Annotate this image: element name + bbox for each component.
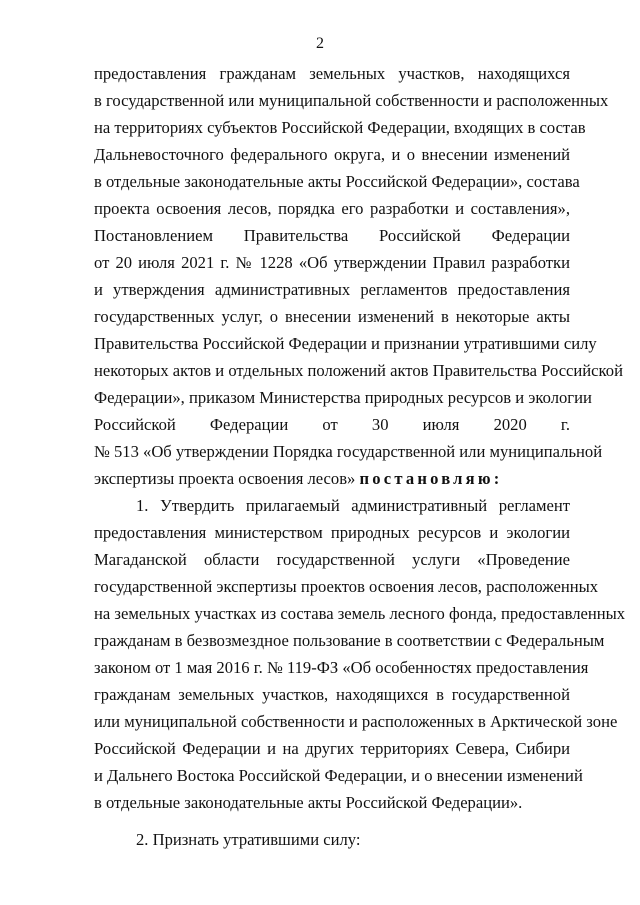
item1-line: гражданам в безвозмездное пользование в соответствии с Федеральным — [94, 631, 605, 650]
item1-line: Российской Федерации и на других территориях Севера, Сибири — [94, 739, 570, 758]
item1-line: законом от 1 мая 2016 г. № 119-ФЗ «Об особенностях предоставления — [94, 658, 589, 677]
decree-line-text: экспертизы проекта освоения лесов» — [94, 469, 356, 488]
body-line: некоторых актов и отдельных положений актов Правительства Российской — [94, 361, 623, 380]
body-line: и утверждения административных регламентов предоставления — [94, 280, 570, 299]
item1-line: или муниципальной собственности и расположенных в Арктической зоне — [94, 712, 618, 731]
body-line: предоставления гражданам земельных участков, находящихся — [94, 64, 570, 83]
item1-line: и Дальнего Востока Российской Федерации, и о внесении изменений — [94, 766, 583, 785]
item1-line: в отдельные законодательные акты Российской Федерации». — [94, 793, 523, 812]
body-line: в государственной или муниципальной собственности и расположенных — [94, 91, 609, 110]
item1-line: Магаданской области государственной услуги «Проведение — [94, 550, 570, 569]
page-number: 2 — [316, 35, 324, 52]
body-line: Правительства Российской Федерации и признании утратившими силу — [94, 334, 597, 353]
body-line: государственных услуг, о внесении изменений в некоторые акты — [94, 307, 570, 326]
body-line: Дальневосточного федерального округа, и о внесении изменений — [94, 145, 570, 164]
body-line: Постановлением Правительства Российской Федерации — [94, 226, 570, 245]
body-line: в отдельные законодательные акты Российской Федерации», состава — [94, 172, 580, 191]
item2-line: 2. Признать утратившими силу: — [136, 830, 361, 849]
item1-line: 1. Утвердить прилагаемый административный регламент — [136, 496, 570, 515]
body-line: проекта освоения лесов, порядка его разработки и составления», — [94, 199, 570, 218]
decree-word: постановляю: — [359, 469, 503, 488]
body-line: на территориях субъектов Российской Федерации, входящих в состав — [94, 118, 586, 137]
body-line: Российской Федерации от 30 июля 2020 г. — [94, 415, 570, 434]
body-line: № 513 «Об утверждении Порядка государственной или муниципальной — [94, 442, 603, 461]
item1-line: на земельных участках из состава земель лесного фонда, предоставленных — [94, 604, 626, 623]
item1-line: предоставления министерством природных ресурсов и экологии — [94, 523, 570, 542]
body-line: от 20 июля 2021 г. № 1228 «Об утверждении Правил разработки — [94, 253, 570, 272]
body-line: Федерации», приказом Министерства природных ресурсов и экологии — [94, 388, 592, 407]
item1-line: государственной экспертизы проектов освоения лесов, расположенных — [94, 577, 599, 596]
decree-line — [94, 469, 570, 489]
item1-line: гражданам земельных участков, находящихся в государственной — [94, 685, 570, 704]
